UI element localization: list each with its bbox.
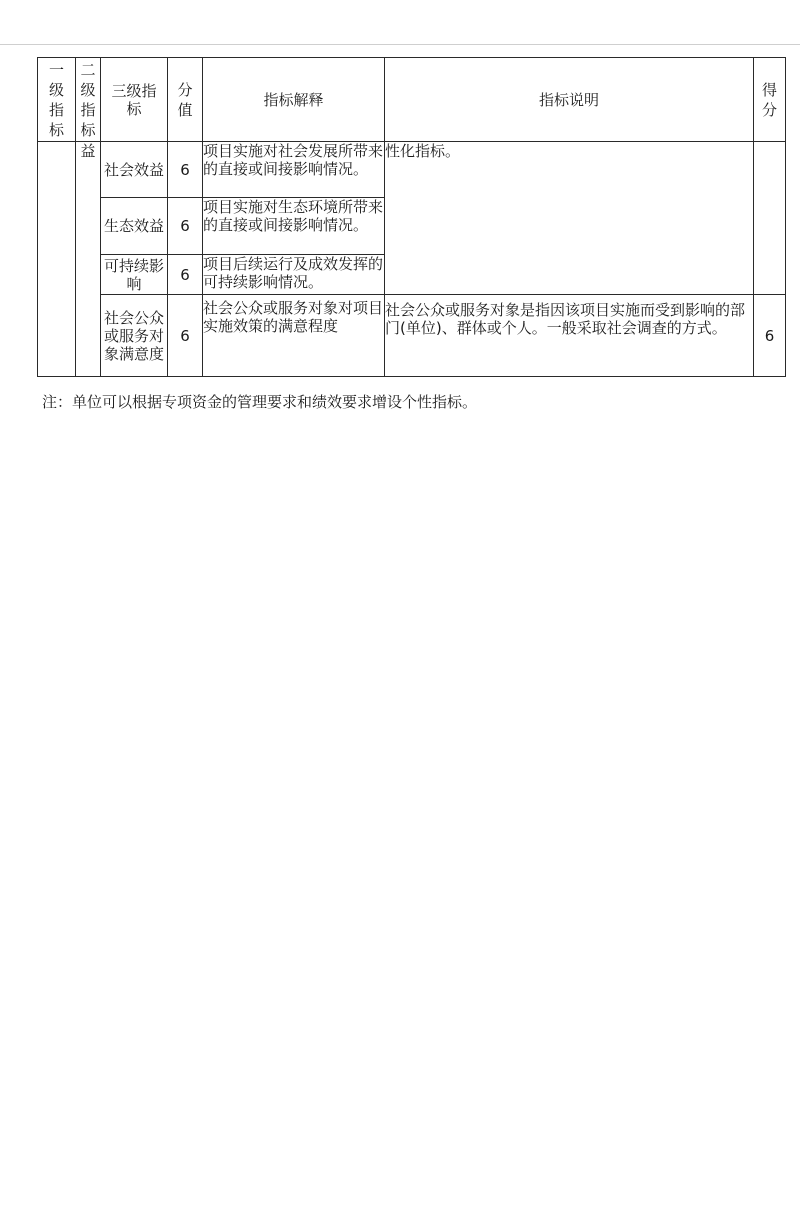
table-header-row bbox=[38, 58, 786, 142]
header-level3: 三级指标 bbox=[101, 58, 168, 142]
row-name: 可持续影响 bbox=[101, 255, 168, 295]
row-explanation: 项目后续运行及成效发挥的可持续影响情况。 bbox=[203, 255, 385, 295]
row-name: 社会公众或服务对象满意度 bbox=[101, 295, 168, 377]
merged-description: 性化指标。 bbox=[385, 142, 754, 295]
header-obtained: 得分 bbox=[754, 58, 786, 142]
row-score: 6 bbox=[168, 255, 203, 295]
header-explanation: 指标解释 bbox=[203, 58, 385, 142]
row-description: 社会公众或服务对象是指因该项目实施而受到影响的部门(单位)、群体或个人。一般采取社会调查的方式。 bbox=[385, 295, 754, 377]
table-row bbox=[38, 142, 786, 198]
header-level2: 二级指标 bbox=[76, 58, 101, 142]
row-score: 6 bbox=[168, 295, 203, 377]
performance-indicator-table bbox=[37, 57, 786, 377]
level2-fragment: 益 bbox=[80, 142, 96, 160]
table-row bbox=[38, 295, 786, 377]
row-name: 生态效益 bbox=[101, 198, 168, 255]
row-explanation: 社会公众或服务对象对项目实施效策的满意程度 bbox=[203, 295, 385, 377]
row-explanation: 项目实施对社会发展所带来的直接或间接影响情况。 bbox=[203, 142, 385, 198]
level1-cell bbox=[38, 142, 76, 377]
header-description: 指标说明 bbox=[385, 58, 754, 142]
level2-cell bbox=[76, 142, 101, 377]
row-explanation: 项目实施对生态环境所带来的直接或间接影响情况。 bbox=[203, 198, 385, 255]
page-top-rule bbox=[0, 44, 800, 45]
row-obtained: 6 bbox=[754, 295, 786, 377]
merged-obtained bbox=[754, 142, 786, 295]
row-name: 社会效益 bbox=[101, 142, 168, 198]
row-score: 6 bbox=[168, 198, 203, 255]
header-score: 分值 bbox=[168, 58, 203, 142]
header-level1: 一级指标 bbox=[38, 58, 76, 142]
footnote: 注：单位可以根据专项资金的管理要求和绩效要求增设个性指标。 bbox=[42, 393, 478, 411]
row-score: 6 bbox=[168, 142, 203, 198]
